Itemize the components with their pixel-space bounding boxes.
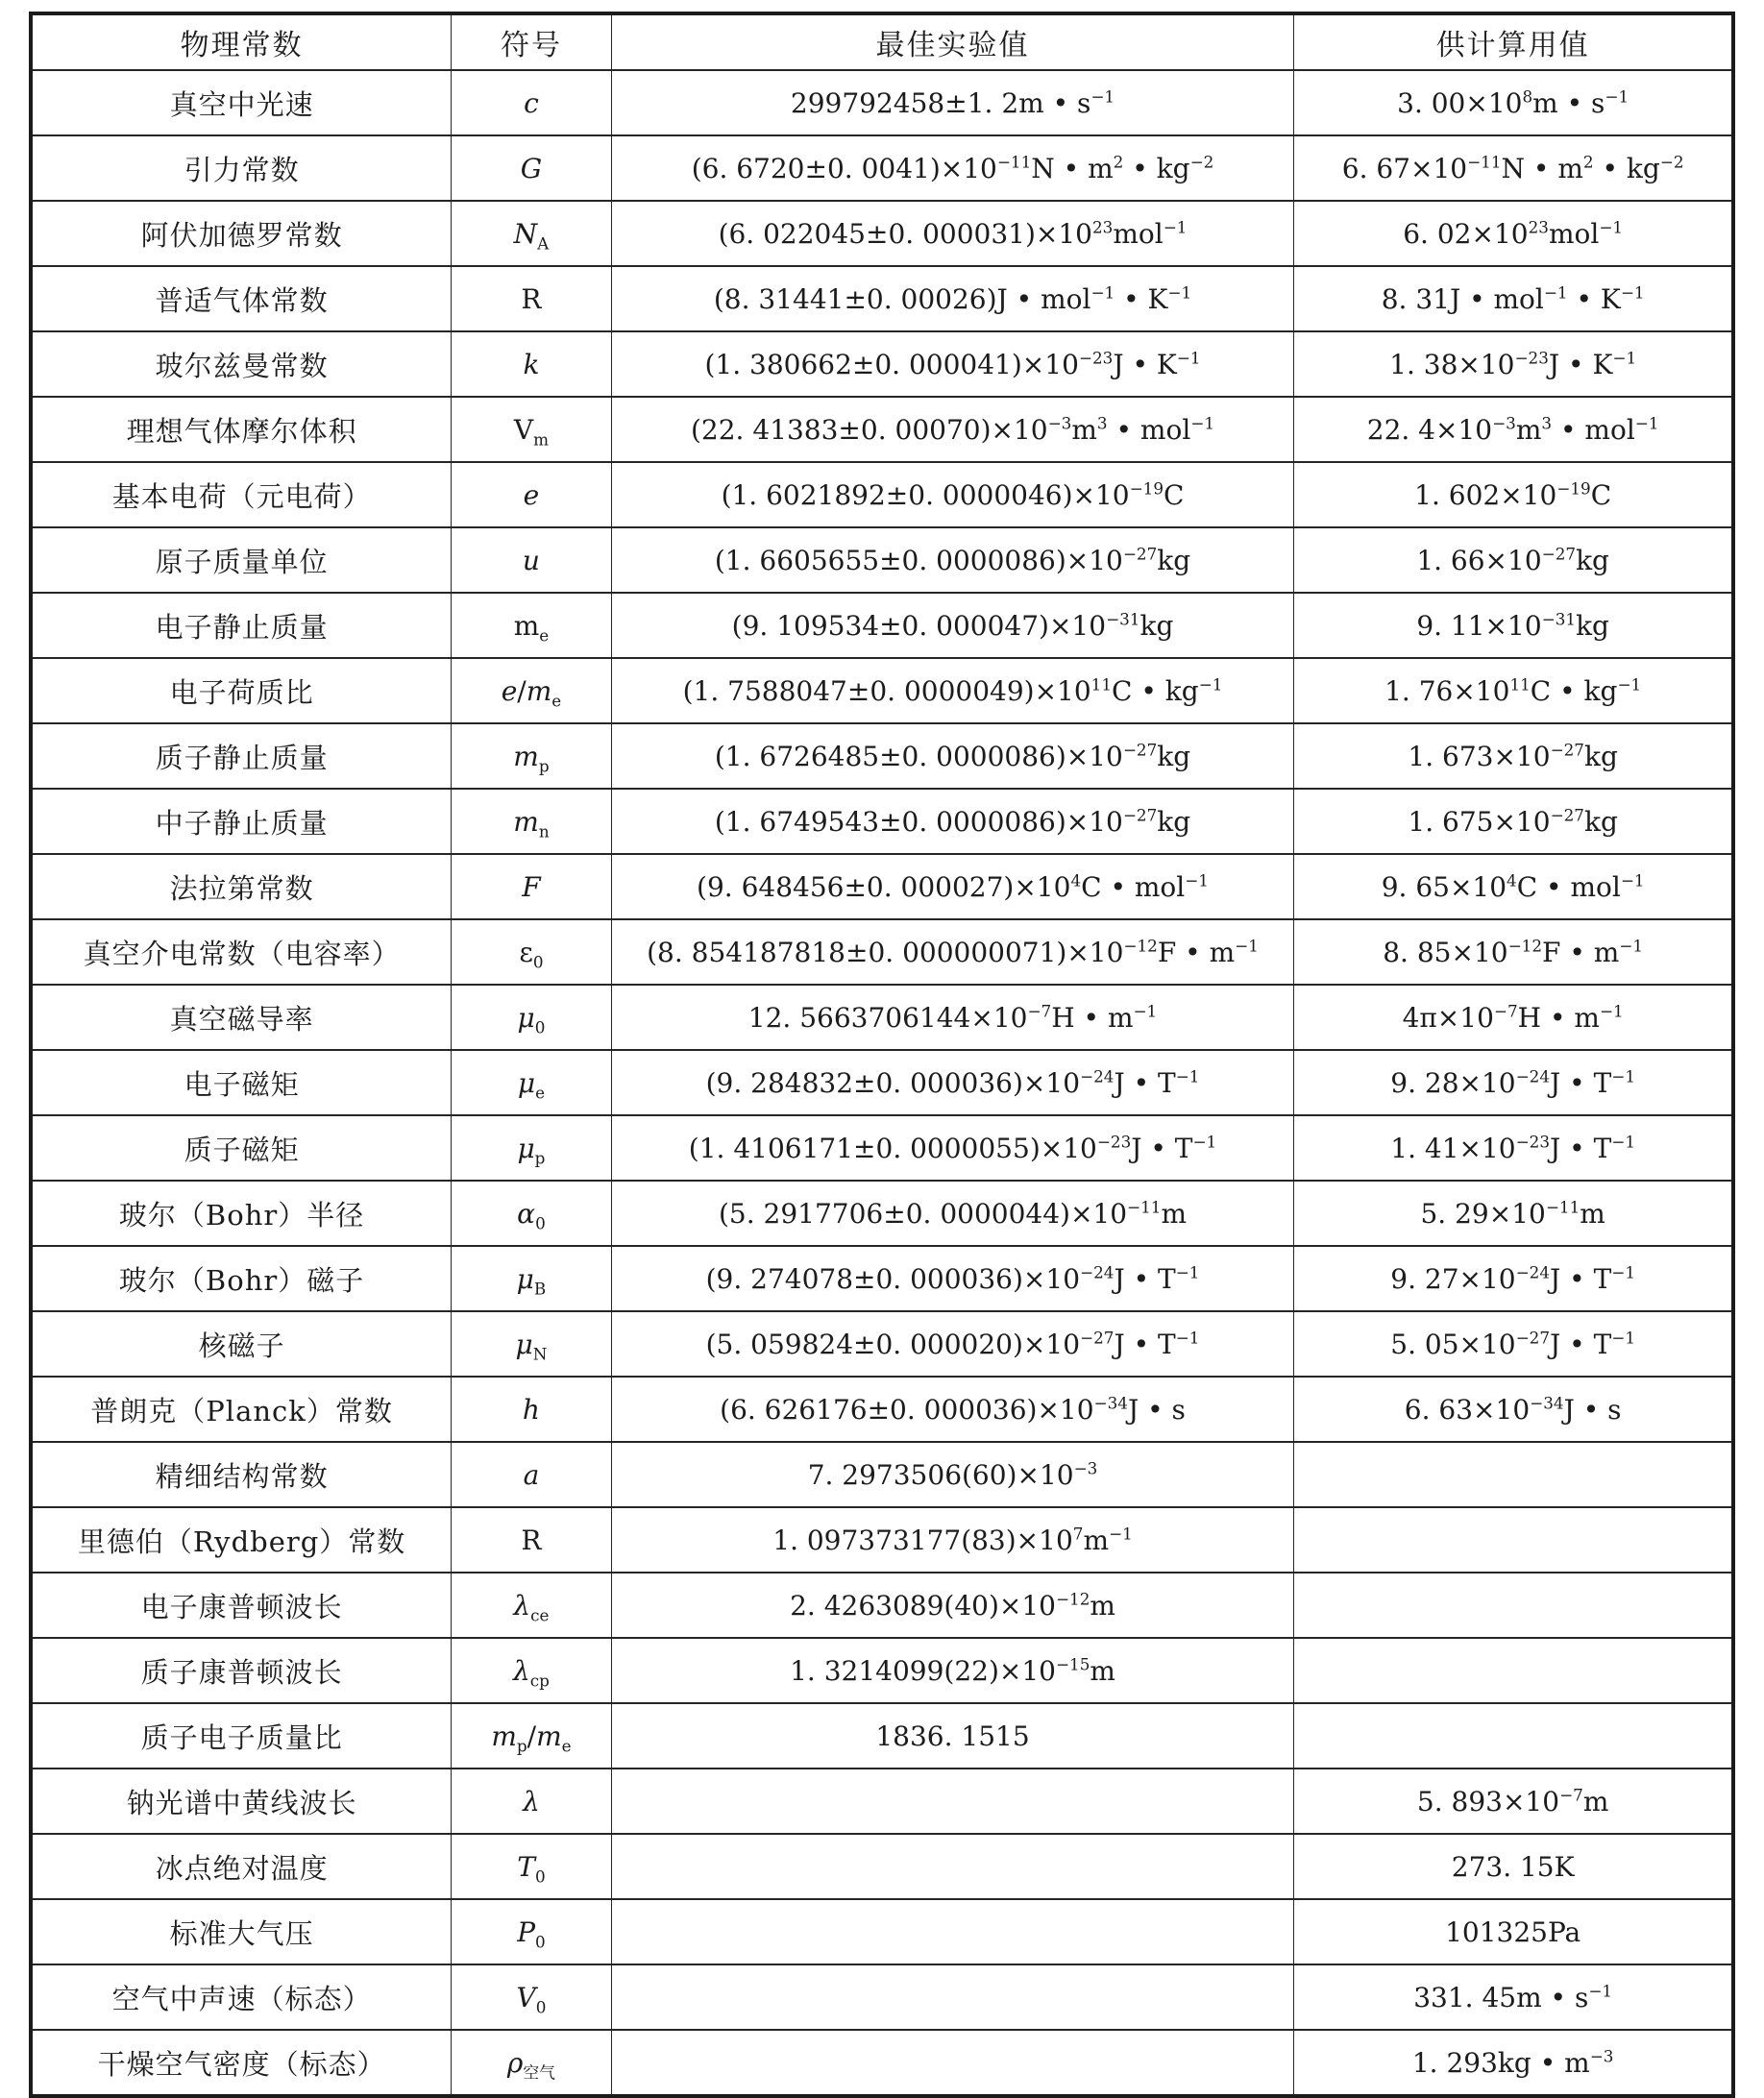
constant-name: 电子静止质量 (31, 593, 452, 658)
constant-symbol: G (452, 135, 612, 201)
best-value: (9. 284832±0. $000036)\times 10^{-24}J$ • $T^{-1}$ (611, 1050, 1294, 1115)
constant-name: 冰点绝对温度 (31, 1834, 452, 1899)
constant-name: 里德伯（Rydberg）常数 (31, 1507, 452, 1573)
constant-name: 普适气体常数 (31, 266, 452, 331)
constant-name: 理想气体摩尔体积 (31, 397, 452, 462)
constant-symbol: $\varepsilon_0$ (452, 919, 612, 985)
constant-name: 电子荷质比 (31, 658, 452, 723)
constant-symbol: $\mu_0$ (452, 985, 612, 1050)
table-row (31, 527, 1733, 593)
constant-symbol: $e/m_e$ (452, 658, 612, 723)
constant-name: 中子静止质量 (31, 789, 452, 854)
calc-value: 6. $63\times 10^{-34}J$ • s (1294, 1377, 1733, 1442)
constant-name: 玻尔（Bohr）磁子 (31, 1246, 452, 1311)
table-row (31, 1834, 1733, 1899)
table-row (31, 1769, 1733, 1834)
constant-name: 标准大气压 (31, 1899, 452, 1964)
calc-value (1294, 1442, 1733, 1507)
constant-symbol: k (452, 331, 612, 397)
constant-symbol: $m_p$ (452, 723, 612, 789)
best-value: 1. $097373177(83)\times 10^7m^{-1}$ (611, 1507, 1294, 1573)
calc-value (1294, 1703, 1733, 1769)
constant-symbol: $\lambda_{ce}$ (452, 1573, 612, 1638)
constant-symbol: $\mu_N$ (452, 1311, 612, 1377)
constant-symbol: $\mu_p$ (452, 1115, 612, 1181)
table-row (31, 723, 1733, 789)
calc-value: 9. $28\times 10^{-24}J$ • $T^{-1}$ (1294, 1050, 1733, 1115)
constant-name: 空气中声速（标态） (31, 1964, 452, 2030)
constant-name: 玻尔（Bohr）半径 (31, 1181, 452, 1246)
best-value: 7. $2973506(60)\times 10^{-3}$ (611, 1442, 1294, 1507)
best-value: 12. $5663706144\times 10^{-7}H$ • $m^{-1}$ (611, 985, 1294, 1050)
table-row (31, 70, 1733, 135)
constant-name: 原子质量单位 (31, 527, 452, 593)
table-row (31, 266, 1733, 331)
constant-name: 精细结构常数 (31, 1442, 452, 1507)
best-value: (1. 7588047±0. $0000049)\times 10^{11}C$ • $kg^{-1}$ (611, 658, 1294, 723)
table-row (31, 854, 1733, 919)
constants-table-body (31, 70, 1733, 2096)
best-value (611, 1899, 1294, 1964)
table-row (31, 789, 1733, 854)
table-row (31, 1442, 1733, 1507)
calc-value: $4\pi\times 10^{-7}H$ • $m^{-1}$ (1294, 985, 1733, 1050)
best-value: (9. 648456±0. $000027)\times 10^4C$ • mol$^{-1}$ (611, 854, 1294, 919)
best-value: (1. 6749543±0. $0000086)\times 10^{-27}kg$ (611, 789, 1294, 854)
table-row (31, 1115, 1733, 1181)
constant-symbol: a (452, 1442, 612, 1507)
header-best-value: 最佳实验值 (611, 13, 1294, 70)
table-row (31, 397, 1733, 462)
constant-name: 普朗克（Planck）常数 (31, 1377, 452, 1442)
constant-name: 阿伏加德罗常数 (31, 201, 452, 266)
constant-symbol: $\lambda_{cp}$ (452, 1638, 612, 1703)
constant-symbol: e (452, 462, 612, 527)
best-value: (1. 6605655±0. $0000086)\times 10^{-27}kg$ (611, 527, 1294, 593)
calc-value: 1. $66\times 10^{-27}kg$ (1294, 527, 1733, 593)
constant-name: 质子电子质量比 (31, 1703, 452, 1769)
best-value: (9. 274078±0. $000036)\times 10^{-24}J$ • $T^{-1}$ (611, 1246, 1294, 1311)
table-row (31, 1703, 1733, 1769)
calc-value: 6. $67\times 10^{-11}N$ • $m^2$ • $kg^{-2}$ (1294, 135, 1733, 201)
table-row (31, 1377, 1733, 1442)
best-value (611, 2030, 1294, 2096)
best-value: (8. 31441±0. 00026)J • mol$^{-1}$ • $K^{-1}$ (611, 266, 1294, 331)
calc-value: 8. 31J • mol$^{-1}$ • $K^{-1}$ (1294, 266, 1733, 331)
constant-symbol: R (452, 1507, 612, 1573)
constant-name: 电子康普顿波长 (31, 1573, 452, 1638)
constant-name: 质子静止质量 (31, 723, 452, 789)
constant-symbol: h (452, 1377, 612, 1442)
table-row (31, 331, 1733, 397)
table-row (31, 462, 1733, 527)
constants-table-head (31, 13, 1733, 70)
calc-value (1294, 1638, 1733, 1703)
calc-value: 9. $27\times 10^{-24}J$ • $T^{-1}$ (1294, 1246, 1733, 1311)
table-row (31, 1573, 1733, 1638)
table-row (31, 658, 1733, 723)
constant-name: 真空介电常数（电容率） (31, 919, 452, 985)
table-row (31, 1246, 1733, 1311)
best-value (611, 1964, 1294, 2030)
table-row (31, 1638, 1733, 1703)
table-row (31, 1507, 1733, 1573)
best-value: (6. 6720±0. $0041)\times 10^{-11}N$ • $m^2$ • $kg^{-2}$ (611, 135, 1294, 201)
calc-value: 1. $41\times 10^{-23}J$ • $T^{-1}$ (1294, 1115, 1733, 1181)
constant-symbol: u (452, 527, 612, 593)
best-value: (1. 380662±0. $000041)\times 10^{-23}J$ • $K^{-1}$ (611, 331, 1294, 397)
best-value: 1836. 1515 (611, 1703, 1294, 1769)
calc-value: 101325Pa (1294, 1899, 1733, 1964)
constant-symbol: $P_0$ (452, 1899, 612, 1964)
header-symbol: 符号 (452, 13, 612, 70)
constant-symbol: $V_0$ (452, 1964, 612, 2030)
constants-table (29, 12, 1735, 2098)
calc-value: 5. $893\times 10^{-7}m$ (1294, 1769, 1733, 1834)
constant-symbol: c (452, 70, 612, 135)
best-value (611, 1769, 1294, 1834)
best-value: (22. 41383±0. $00070)\times 10^{-3}m^3$ • mol$^{-1}$ (611, 397, 1294, 462)
constant-symbol: $m_e$ (452, 593, 612, 658)
best-value: (5. 2917706±0. $0000044)\times 10^{-11}m$ (611, 1181, 1294, 1246)
constant-symbol: $V_m$ (452, 397, 612, 462)
table-row (31, 1181, 1733, 1246)
constant-symbol: $N_A$ (452, 201, 612, 266)
calc-value: 1. $602\times 10^{-19}C$ (1294, 462, 1733, 527)
constant-name: 电子磁矩 (31, 1050, 452, 1115)
constant-symbol: $\mu_B$ (452, 1246, 612, 1311)
constant-name: 质子康普顿波长 (31, 1638, 452, 1703)
calc-value: 5. $29\times 10^{-11}m$ (1294, 1181, 1733, 1246)
header-calc-value: 供计算用值 (1294, 13, 1733, 70)
calc-value: 1. $675\times 10^{-27}kg$ (1294, 789, 1733, 854)
calc-value: 9. $65\times 10^4C$ • mol$^{-1}$ (1294, 854, 1733, 919)
constant-symbol: F (452, 854, 612, 919)
constant-name: 真空磁导率 (31, 985, 452, 1050)
table-row (31, 201, 1733, 266)
calc-value: 3. $00\times 10^8m$ • $s^{-1}$ (1294, 70, 1733, 135)
header-constant-name: 物理常数 (31, 13, 452, 70)
calc-value: 1. $38\times 10^{-23}J$ • $K^{-1}$ (1294, 331, 1733, 397)
best-value: 2. $4263089(40)\times 10^{-12}m$ (611, 1573, 1294, 1638)
best-value: (6. 626176±0. $000036)\times 10^{-34}J$ • s (611, 1377, 1294, 1442)
table-row (31, 2030, 1733, 2096)
table-row (31, 1964, 1733, 2030)
table-row (31, 593, 1733, 658)
best-value: (1. 6021892±0. $0000046)\times 10^{-19}C$ (611, 462, 1294, 527)
calc-value (1294, 1573, 1733, 1638)
table-row (31, 1311, 1733, 1377)
calc-value: 6. $02\times 10^{23}mol^{-1}$ (1294, 201, 1733, 266)
constant-symbol: $T_0$ (452, 1834, 612, 1899)
calc-value: 22. $4\times 10^{-3}m^3$ • mol$^{-1}$ (1294, 397, 1733, 462)
table-row (31, 1899, 1733, 1964)
constant-symbol: $\rho_{空气}$ (452, 2030, 612, 2096)
constant-name: 法拉第常数 (31, 854, 452, 919)
constant-symbol: $m_n$ (452, 789, 612, 854)
calc-value: 1. 293kg • $m^{-3}$ (1294, 2030, 1733, 2096)
constant-name: 核磁子 (31, 1311, 452, 1377)
best-value (611, 1834, 1294, 1899)
constant-name: 质子磁矩 (31, 1115, 452, 1181)
calc-value: 8. $85\times 10^{-12}F$ • $m^{-1}$ (1294, 919, 1733, 985)
calc-value: 1. $673\times 10^{-27}kg$ (1294, 723, 1733, 789)
best-value: (8. 854187818±0. $000000071)\times 10^{-12}F$ • $m^{-1}$ (611, 919, 1294, 985)
calc-value (1294, 1507, 1733, 1573)
constant-name: 真空中光速 (31, 70, 452, 135)
calc-value: 1. $76\times 10^{11}C$ • $kg^{-1}$ (1294, 658, 1733, 723)
table-row (31, 985, 1733, 1050)
best-value: (1. 6726485±0. $0000086)\times 10^{-27}kg$ (611, 723, 1294, 789)
constant-symbol: R (452, 266, 612, 331)
constant-symbol: λ (452, 1769, 612, 1834)
constant-symbol: $\alpha_0$ (452, 1181, 612, 1246)
best-value: (5. 059824±0. $000020)\times 10^{-27}J$ • $T^{-1}$ (611, 1311, 1294, 1377)
constant-name: 干燥空气密度（标态） (31, 2030, 452, 2096)
constant-symbol: $m_p/m_e$ (452, 1703, 612, 1769)
constant-name: 基本电荷（元电荷） (31, 462, 452, 527)
calc-value: 273. 15K (1294, 1834, 1733, 1899)
best-value: (9. 109534±0. $000047)\times 10^{-31}kg$ (611, 593, 1294, 658)
table-row (31, 1050, 1733, 1115)
table-row (31, 919, 1733, 985)
header-row (31, 13, 1733, 70)
calc-value: 331. 45m • $s^{-1}$ (1294, 1964, 1733, 2030)
table-row (31, 135, 1733, 201)
constant-name: 引力常数 (31, 135, 452, 201)
constant-symbol: $\mu_e$ (452, 1050, 612, 1115)
best-value: (1. 4106171±0. $0000055)\times 10^{-23}J$ • $T^{-1}$ (611, 1115, 1294, 1181)
best-value: (6. 022045±0. $000031)\times 10^{23}mol^{-1}$ (611, 201, 1294, 266)
best-value: 299792458±1. 2m • $s^{-1}$ (611, 70, 1294, 135)
constant-name: 玻尔兹曼常数 (31, 331, 452, 397)
calc-value: 9. $11\times 10^{-31}kg$ (1294, 593, 1733, 658)
calc-value: 5. $05\times 10^{-27}J$ • $T^{-1}$ (1294, 1311, 1733, 1377)
best-value: 1. $3214099(22)\times 10^{-15}m$ (611, 1638, 1294, 1703)
constant-name: 钠光谱中黄线波长 (31, 1769, 452, 1834)
